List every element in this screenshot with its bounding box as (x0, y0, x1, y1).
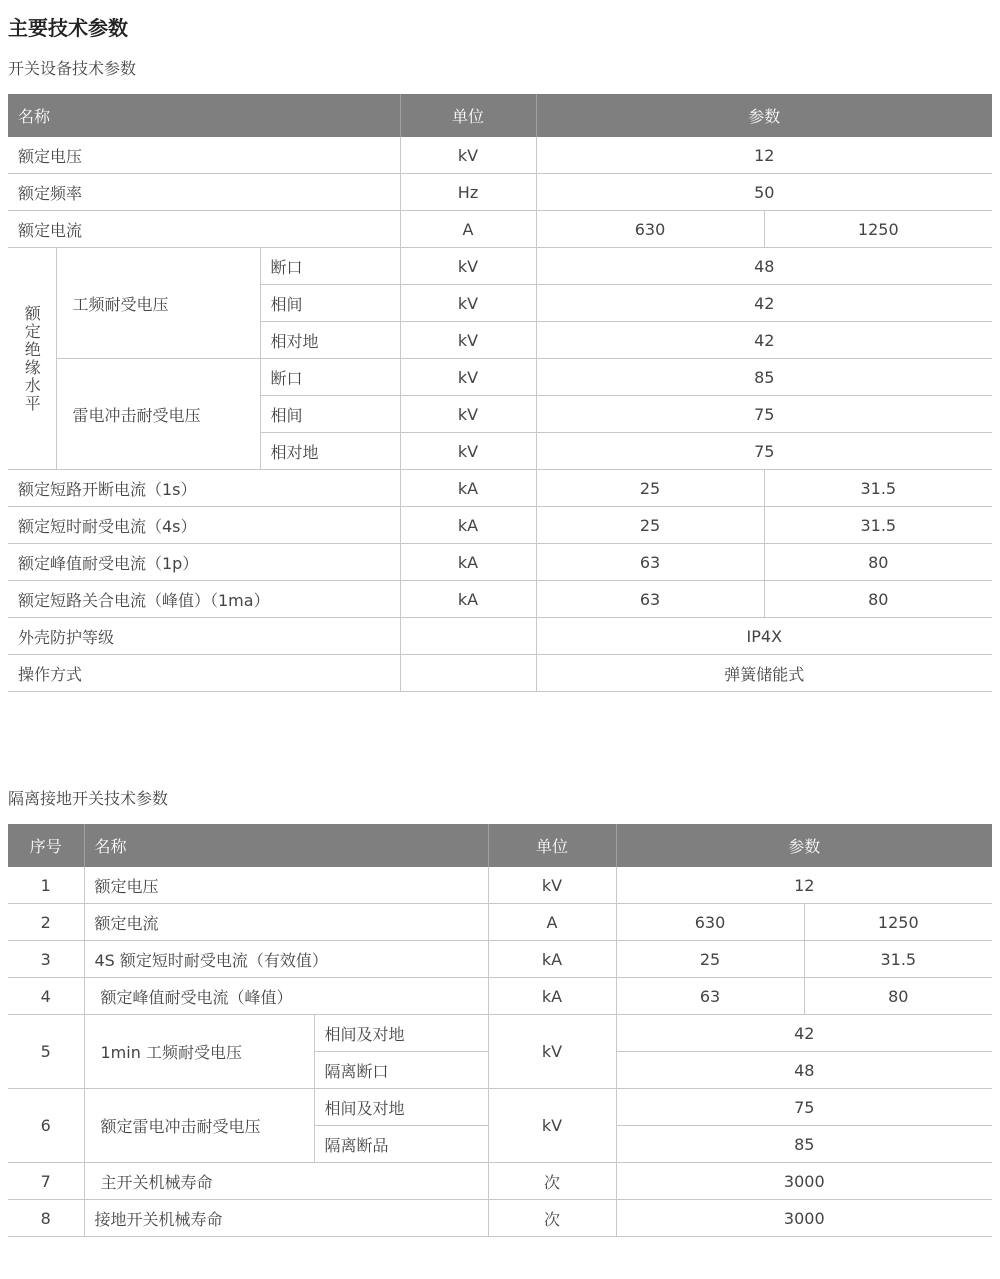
row-unit: kA (400, 470, 536, 507)
lightning-label: 雷电冲击耐受电压 (56, 359, 260, 470)
table-row (8, 544, 992, 581)
row-value: 75 (536, 396, 992, 433)
table-row (8, 137, 992, 174)
table-row (8, 248, 992, 285)
row-unit (400, 618, 536, 655)
table-row (8, 978, 992, 1015)
row-name: 额定短时耐受电流（4s） (8, 507, 400, 544)
header-no: 序号 (8, 824, 84, 867)
row-sub-name: 断口 (260, 359, 400, 396)
table-row (8, 359, 992, 396)
row-no: 4 (8, 978, 84, 1015)
row-unit: kA (400, 507, 536, 544)
row-value: 42 (616, 1015, 992, 1052)
row-value: 85 (616, 1126, 992, 1163)
row-value: 50 (536, 174, 992, 211)
row-sub-name: 断口 (260, 248, 400, 285)
row-unit: kA (488, 941, 616, 978)
row-value: 85 (536, 359, 992, 396)
row-no: 7 (8, 1163, 84, 1200)
table-row (8, 904, 992, 941)
table-row (8, 1163, 992, 1200)
row-value: IP4X (536, 618, 992, 655)
row-unit: kA (488, 978, 616, 1015)
row-unit: A (488, 904, 616, 941)
row-value-630: 25 (536, 507, 764, 544)
table-row (8, 507, 992, 544)
row-name: 接地开关机械寿命 (84, 1200, 488, 1237)
switchgear-subtitle: 开关设备技术参数 (8, 59, 137, 78)
table-row (8, 1200, 992, 1237)
header-param: 参数 (536, 94, 992, 137)
row-name: 操作方式 (8, 655, 400, 692)
row-name: 额定峰值耐受电流（峰值） (84, 978, 488, 1015)
row-unit: kV (488, 1015, 616, 1089)
row-value: 3000 (616, 1163, 992, 1200)
row-unit: kA (400, 544, 536, 581)
table-row (8, 211, 992, 248)
row-name: 额定频率 (8, 174, 400, 211)
row-name: 额定雷电冲击耐受电压 (84, 1089, 314, 1163)
row-name: 4S 额定短时耐受电流（有效值） (84, 941, 488, 978)
row-value-630: 25 (536, 470, 764, 507)
row-name: 额定电压 (8, 137, 400, 174)
row-unit: 次 (488, 1163, 616, 1200)
switchgear-spec-table (8, 94, 992, 692)
table-row (8, 618, 992, 655)
row-name: 主开关机械寿命 (84, 1163, 488, 1200)
row-value: 48 (536, 248, 992, 285)
page-title: 主要技术参数 (8, 16, 128, 40)
row-sub-name: 相间 (260, 285, 400, 322)
disconnector-subtitle: 隔离接地开关技术参数 (8, 789, 169, 808)
row-value-1250: 31.5 (764, 470, 992, 507)
row-value-630: 63 (616, 978, 804, 1015)
row-name: 额定电流 (8, 211, 400, 248)
row-sub-name: 相间 (260, 396, 400, 433)
power-freq-label: 工频耐受电压 (56, 248, 260, 359)
row-value: 12 (616, 867, 992, 904)
row-name: 额定短路关合电流（峰值）（1ma） (8, 581, 400, 618)
row-value: 12 (536, 137, 992, 174)
row-sub-name: 相对地 (260, 322, 400, 359)
header-name: 名称 (84, 824, 488, 867)
row-value-1250: 1250 (804, 904, 992, 941)
row-sub-name: 相间及对地 (314, 1015, 488, 1052)
insulation-group-label: 额定绝缘水平 (8, 248, 56, 470)
disconnector-spec-table (8, 824, 992, 1237)
row-value-630: 63 (536, 544, 764, 581)
row-value-630: 630 (536, 211, 764, 248)
row-unit: kV (400, 248, 536, 285)
row-value: 75 (616, 1089, 992, 1126)
row-unit: kV (488, 867, 616, 904)
table-header-row (8, 94, 992, 137)
header-unit: 单位 (400, 94, 536, 137)
table-row (8, 174, 992, 211)
row-unit: kV (488, 1089, 616, 1163)
row-value-1250: 31.5 (764, 507, 992, 544)
row-value-1250: 1250 (764, 211, 992, 248)
row-value: 48 (616, 1052, 992, 1089)
row-unit: kV (400, 322, 536, 359)
row-value-1250: 80 (764, 581, 992, 618)
row-value-1250: 80 (764, 544, 992, 581)
row-unit: kV (400, 396, 536, 433)
row-value: 42 (536, 285, 992, 322)
row-unit: kV (400, 433, 536, 470)
row-value-1250: 31.5 (804, 941, 992, 978)
row-no: 3 (8, 941, 84, 978)
table-row (8, 470, 992, 507)
row-sub-name: 相对地 (260, 433, 400, 470)
row-sub-name: 隔离断口 (314, 1052, 488, 1089)
row-unit: kV (400, 137, 536, 174)
row-no: 2 (8, 904, 84, 941)
table-row (8, 655, 992, 692)
table-row (8, 1015, 992, 1052)
header-param: 参数 (616, 824, 992, 867)
header-name: 名称 (8, 94, 400, 137)
row-unit: A (400, 211, 536, 248)
row-unit: kV (400, 359, 536, 396)
row-value: 3000 (616, 1200, 992, 1237)
row-value-630: 630 (616, 904, 804, 941)
row-no: 6 (8, 1089, 84, 1163)
table-row (8, 867, 992, 904)
row-name: 额定峰值耐受电流（1p） (8, 544, 400, 581)
row-value-630: 25 (616, 941, 804, 978)
row-unit: 次 (488, 1200, 616, 1237)
row-sub-name: 相间及对地 (314, 1089, 488, 1126)
row-name: 额定电压 (84, 867, 488, 904)
row-value: 42 (536, 322, 992, 359)
row-unit: Hz (400, 174, 536, 211)
row-unit: kA (400, 581, 536, 618)
row-sub-name: 隔离断品 (314, 1126, 488, 1163)
row-no: 5 (8, 1015, 84, 1089)
row-unit (400, 655, 536, 692)
table-row (8, 581, 992, 618)
row-value: 75 (536, 433, 992, 470)
row-value-630: 63 (536, 581, 764, 618)
row-name: 1min 工频耐受电压 (84, 1015, 314, 1089)
row-name: 额定电流 (84, 904, 488, 941)
row-no: 8 (8, 1200, 84, 1237)
header-unit: 单位 (488, 824, 616, 867)
row-unit: kV (400, 285, 536, 322)
row-name: 额定短路开断电流（1s） (8, 470, 400, 507)
row-value: 弹簧储能式 (536, 655, 992, 692)
row-name: 外壳防护等级 (8, 618, 400, 655)
row-no: 1 (8, 867, 84, 904)
table-header-row (8, 824, 992, 867)
table-row (8, 941, 992, 978)
table-row (8, 1089, 992, 1126)
row-value-1250: 80 (804, 978, 992, 1015)
